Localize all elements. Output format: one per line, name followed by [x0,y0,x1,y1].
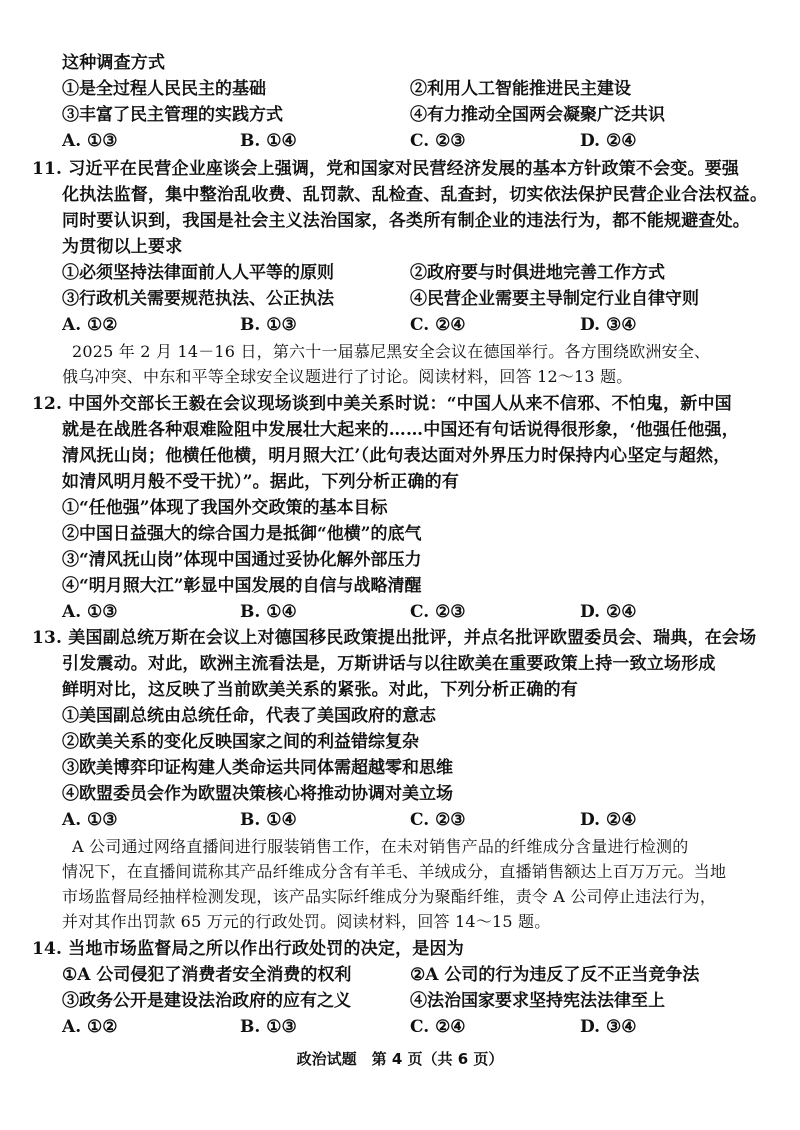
q13-choice-d: D. ②④ [580,810,637,830]
material-14-15-line-3: 市场监督局经抽样检测发现，该产品实际纤维成分为聚酯纤维，责令 A 公司停止违法行为， [62,887,717,906]
q11-stem-line-4: 为贯彻以上要求 [62,237,183,257]
q14-option-2: ②A 公司的行为违反了反不正当竞争法 [410,965,700,985]
q10-choice-a: A. ①③ [62,131,118,151]
q14-option-4: ④法治国家要求坚持宪法法律至上 [410,991,665,1011]
q13-option-2: ②欧美关系的变化反映国家之间的利益错综复杂 [62,732,419,752]
q10-option-3: ③丰富了民主管理的实践方式 [62,105,283,125]
q13-option-1: ①美国副总统由总统任命，代表了美国政府的意志 [62,706,436,726]
q14-option-1: ①A 公司侵犯了消费者安全消费的权利 [62,965,352,985]
q12-stem-line-2: 就是在战胜各种艰难险阻中发展壮大起来的……中国还有句话说得很形象，‘他强任他强， [62,420,739,440]
q10-stem-tail: 这种调查方式 [62,53,166,73]
q14-option-3: ③政务公开是建设法治政府的应有之义 [62,991,351,1011]
q11-stem-line-3: 同时要认识到，我国是社会主义法治国家，各类所有制企业的违法行为，都不能规避查处。 [62,211,750,231]
q11-option-3: ③行政机关需要规范执法、公正执法 [62,289,334,309]
q13-stem-line-1: 13. 美国副总统万斯在会议上对德国移民政策提出批评，并点名批评欧盟委员会、瑞典，在会场 [32,628,757,648]
q10-option-1: ①是全过程人民民主的基础 [62,79,266,99]
q14-choice-c: C. ②④ [410,1017,466,1037]
q11-choice-d: D. ③④ [580,315,637,335]
material-14-15-line-4: 并对其作出罚款 65 万元的行政处罚。阅读材料，回答 14～15 题。 [62,912,551,931]
q13-stem-line-2: 引发震动。对此，欧洲主流看法是，万斯讲话与以往欧美在重要政策上持一致立场形成 [62,654,716,674]
q11-choice-a: A. ①② [62,315,118,335]
q10-choice-b: B. ①④ [240,131,297,151]
q12-stem-line-4: 如清风明月般不受干扰）”。据此，下列分析正确的有 [62,472,460,492]
q10-option-4: ④有力推动全国两会凝聚广泛共识 [410,105,665,125]
q11-stem-line-2: 化执法监督，集中整治乱收费、乱罚款、乱检查、乱查封，切实依法保护民营企业合法权益。 [62,185,768,205]
page-footer: 政治试题 第 4 页（共 6 页） [296,1050,504,1068]
q10-choice-c: C. ②③ [410,131,466,151]
q14-stem-line-1: 14. 当地市场监督局之所以作出行政处罚的决定，是因为 [32,939,464,959]
q14-choice-d: D. ③④ [580,1017,637,1037]
q12-choice-c: C. ②③ [410,602,466,622]
q10-option-2: ②利用人工智能推进民主建设 [410,79,631,99]
q12-option-4: ④“明月照大江”彰显中国发展的自信与战略清醒 [62,576,422,596]
q12-choice-a: A. ①③ [62,602,118,622]
material-14-15-line-2: 情况下，在直播间谎称其产品纤维成分含有羊毛、羊绒成分，直播销售额达上百万万元。当地 [62,862,727,881]
q11-stem-line-1: 11. 习近平在民营企业座谈会上强调，党和国家对民营经济发展的基本方针政策不会变。要强 [32,159,740,179]
q14-choice-a: A. ①② [62,1017,118,1037]
q11-choice-c: C. ②④ [410,315,466,335]
q11-choice-b: B. ①③ [240,315,297,335]
q13-option-4: ④欧盟委员会作为欧盟决策核心将推动协调对美立场 [62,784,453,804]
q13-option-3: ③欧美博弈印证构建人类命运共同体需超越零和思维 [62,758,453,778]
q10-choice-d: D. ②④ [580,131,637,151]
q12-option-3: ③“清风抚山岗”体现中国通过妥协化解外部压力 [62,550,422,570]
q14-choice-b: B. ①③ [240,1017,297,1037]
q13-stem-line-3: 鲜明对比，这反映了当前欧美关系的紧张。对此，下列分析正确的有 [62,680,578,700]
material-14-15-line-1: A 公司通过网络直播间进行服装销售工作，在未对销售产品的纤维成分含量进行检测的 [72,837,689,856]
q12-option-2: ②中国日益强大的综合国力是抵御“他横”的底气 [62,524,422,544]
q12-choice-d: D. ②④ [580,602,637,622]
q12-stem-line-1: 12. 中国外交部长王毅在会议现场谈到中美关系时说：“中国人从来不信邪、不怕鬼，新中国 [32,394,732,414]
q13-choice-b: B. ①④ [240,810,297,830]
q13-choice-c: C. ②③ [410,810,466,830]
q11-option-4: ④民营企业需要主导制定行业自律守则 [410,289,699,309]
q12-stem-line-3: 清风抚山岗；他横任他横，明月照大江’（此句表达面对外界压力时保持内心坚定与超然， [62,446,731,466]
material-12-13-line-2: 俄乌冲突、中东和平等全球安全议题进行了讨论。阅读材料，回答 12～13 题。 [62,367,633,386]
q12-choice-b: B. ①④ [240,602,297,622]
q11-option-1: ①必须坚持法律面前人人平等的原则 [62,263,334,283]
q13-choice-a: A. ①③ [62,810,118,830]
q12-option-1: ①“任他强”体现了我国外交政策的基本目标 [62,498,388,518]
q11-option-2: ②政府要与时俱进地完善工作方式 [410,263,665,283]
material-12-13-line-1: 2025 年 2 月 14－16 日，第六十一届慕尼黑安全会议在德国举行。各方围绕欧洲安全、 [72,342,711,361]
